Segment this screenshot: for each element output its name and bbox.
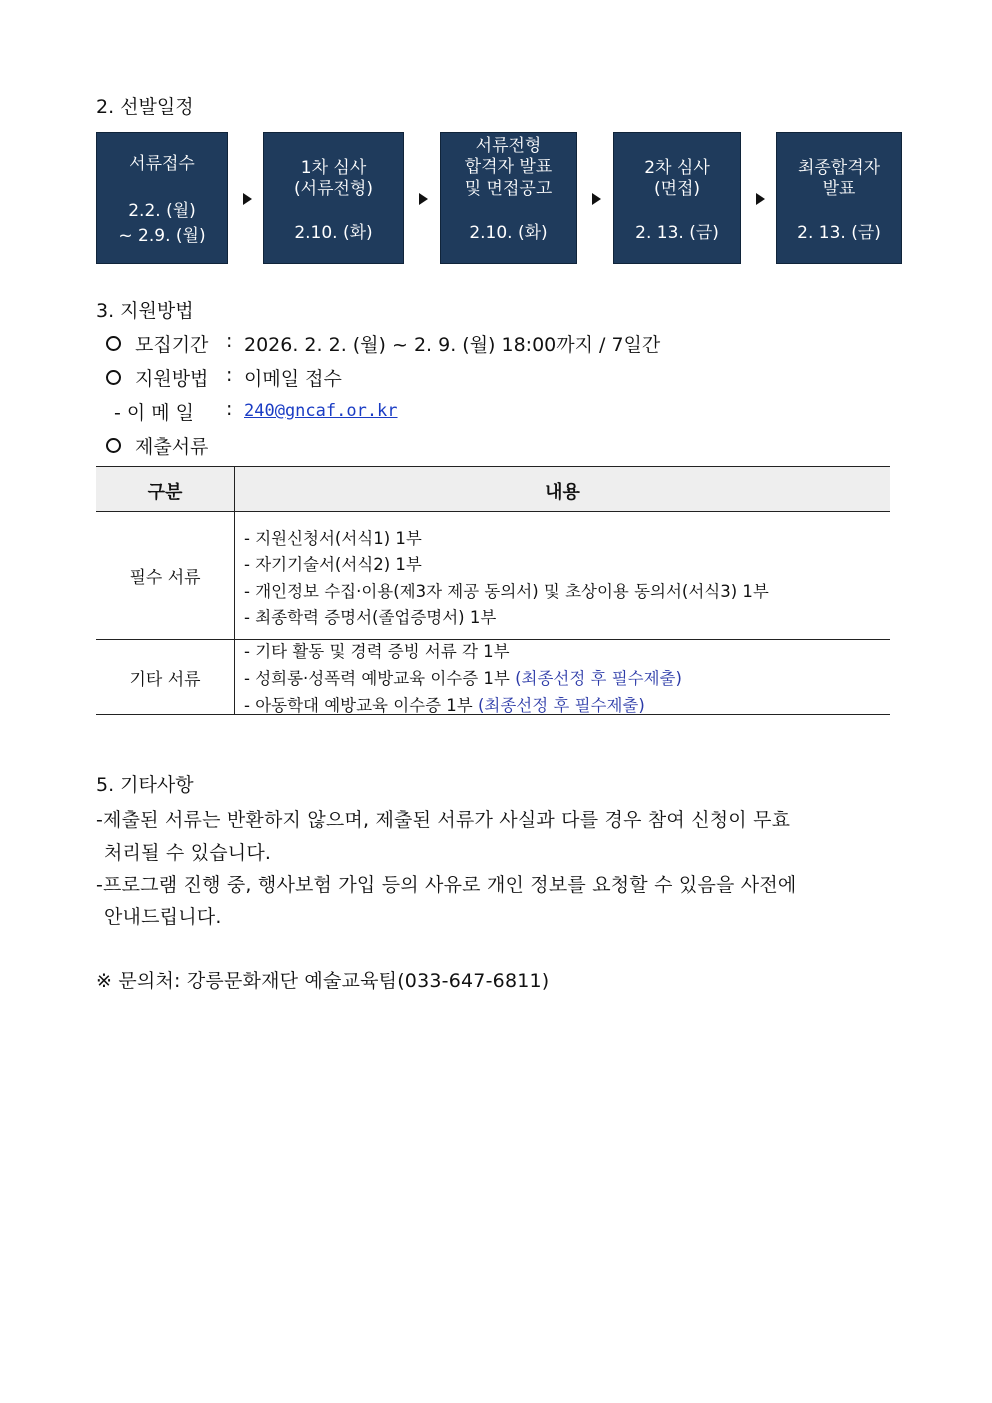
- circle-bullet-icon: [106, 438, 121, 453]
- table-row: - 자기기술서(서식2) 1부: [244, 555, 422, 574]
- schedule-step-text: (서류전형): [294, 179, 373, 199]
- schedule-step-text: 1차 심사: [300, 158, 367, 178]
- schedule-step-text: 발표: [822, 179, 856, 199]
- table-row: [244, 692, 645, 716]
- section-title-method: 3. 지원방법: [96, 300, 194, 322]
- schedule-step-5: [776, 132, 902, 264]
- section-title-etc: 5. 기타사항: [96, 774, 194, 796]
- arrow-right-icon: [592, 193, 601, 205]
- schedule-step-text: 2. 13. (금): [635, 223, 719, 243]
- email-link[interactable]: 240@gncaf.or.kr: [244, 401, 398, 421]
- schedule-step-text: 2. 13. (금): [797, 223, 881, 243]
- schedule-step-text: ~ 2.9. (월): [118, 226, 206, 246]
- period-value: 2026. 2. 2. (월) ~ 2. 9. (월) 18:00까지 / 7일간: [244, 334, 661, 356]
- schedule-step-text: 서류접수: [129, 154, 195, 174]
- contact-info: ※ 문의처: 강릉문화재단 예술교육팀(033-647-6811): [96, 970, 550, 992]
- table-row: [244, 665, 682, 689]
- table-rule: [96, 511, 890, 512]
- schedule-step-text: 및 면접공고: [464, 179, 553, 199]
- schedule-step-text: 최종합격자: [797, 158, 881, 178]
- email-label: - 이 메 일: [114, 402, 195, 424]
- period-label: 모집기간: [135, 334, 209, 356]
- table-category-other: 기타 서류: [129, 670, 201, 690]
- schedule-step-2: [263, 132, 404, 264]
- docs-label: 제출서류: [135, 436, 209, 458]
- schedule-step-text: 서류전형: [475, 136, 542, 156]
- doc-item-note: (최종선정 후 필수제출): [477, 696, 645, 715]
- table-row: - 지원신청서(서식1) 1부: [244, 529, 422, 548]
- doc-item-text: - 아동학대 예방교육 이수증 1부: [244, 696, 478, 715]
- table-row: - 최종학력 증명서(졸업증명서) 1부: [244, 608, 497, 627]
- schedule-step-text: (면접): [653, 179, 701, 199]
- table-rule: [96, 466, 890, 467]
- etc-paragraph-1-line-2: 처리될 수 있습니다.: [104, 842, 272, 864]
- table-header-category: 구분: [147, 482, 183, 503]
- schedule-step-text: 합격자 발표: [464, 157, 553, 177]
- apply-value: 이메일 접수: [244, 368, 342, 390]
- etc-paragraph-2-line-1: -프로그램 진행 중, 행사보험 가입 등의 사유로 개인 정보를 요청할 수 있음을 사전에: [96, 874, 797, 896]
- schedule-step-4: [613, 132, 741, 264]
- etc-paragraph-2-line-2: 안내드립니다.: [104, 906, 222, 928]
- doc-item-note: (최종선정 후 필수제출): [515, 669, 682, 688]
- circle-bullet-icon: [106, 370, 121, 385]
- arrow-right-icon: [756, 193, 765, 205]
- doc-item-text: - 성희롱·성폭력 예방교육 이수증 1부: [244, 669, 516, 688]
- apply-line: [106, 364, 208, 391]
- table-category-required: 필수 서류: [129, 568, 201, 588]
- apply-label: 지원방법: [135, 368, 209, 390]
- apply-colon: :: [226, 364, 233, 386]
- etc-paragraph-1-line-1: -제출된 서류는 반환하지 않으며, 제출된 서류가 사실과 다를 경우 참여 신청이 무효: [96, 809, 791, 831]
- schedule-step-1: [96, 132, 228, 264]
- table-row: - 개인정보 수집·이용(제3자 제공 동의서) 및 초상이용 동의서(서식3) 1부: [244, 582, 769, 601]
- period-colon: :: [226, 330, 233, 352]
- section-title-schedule: 2. 선발일정: [96, 96, 194, 118]
- schedule-step-text: 2차 심사: [644, 158, 710, 178]
- schedule-step-text: 2.10. (화): [469, 223, 548, 243]
- period-line: [106, 330, 208, 357]
- schedule-step-text: 2.10. (화): [294, 223, 373, 243]
- arrow-right-icon: [419, 193, 428, 205]
- arrow-right-icon: [243, 193, 252, 205]
- circle-bullet-icon: [106, 336, 121, 351]
- table-row: - 기타 활동 및 경력 증빙 서류 각 1부: [244, 642, 510, 661]
- schedule-step-text: 2.2. (월): [128, 201, 196, 221]
- docs-line: [106, 432, 208, 459]
- schedule-step-3: [440, 132, 577, 264]
- table-header-content: 내용: [545, 482, 580, 503]
- email-colon: :: [226, 398, 233, 420]
